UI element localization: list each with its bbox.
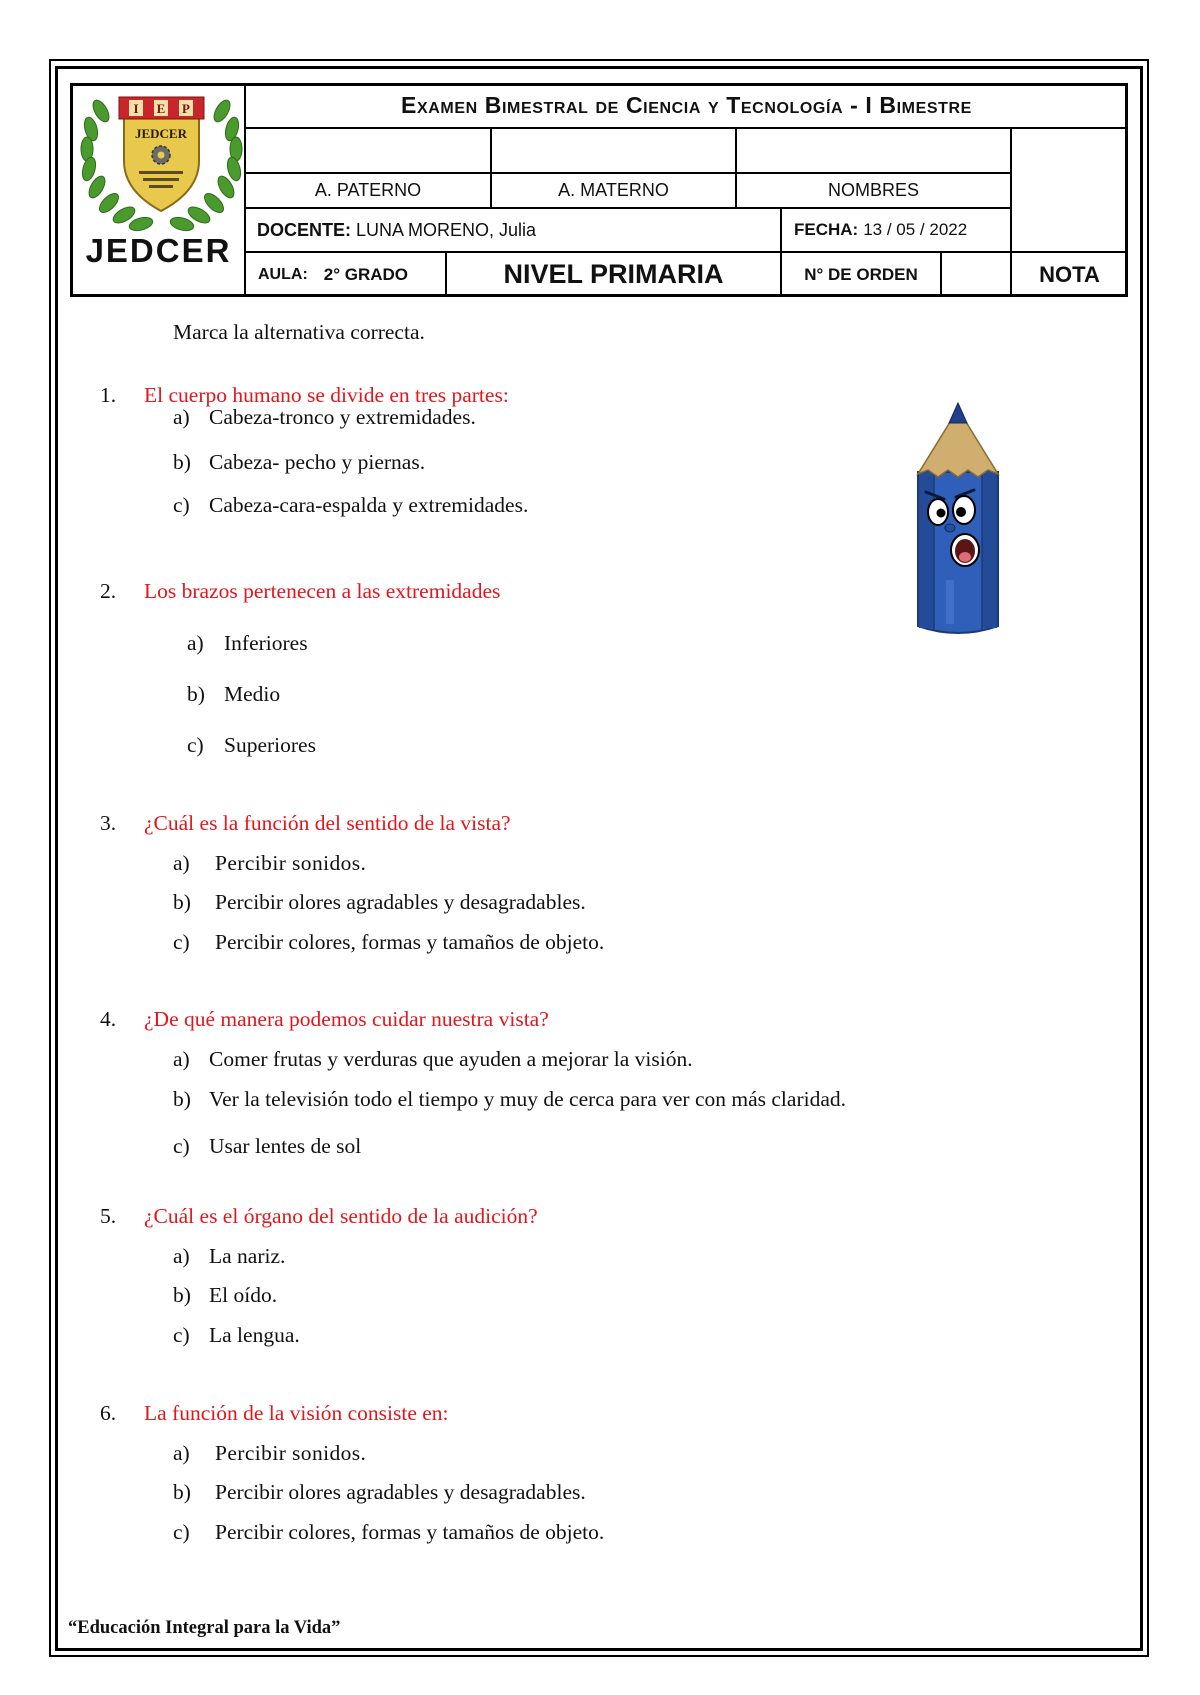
nombres-label-cell xyxy=(736,173,1011,208)
question-number: 1. xyxy=(100,383,117,407)
question-text: ¿Cuál es la función del sentido de la vista? xyxy=(144,811,511,835)
question-text: Los brazos pertenecen a las extremidades xyxy=(144,579,501,603)
fecha-value: 13 / 05 / 2022 xyxy=(863,220,968,239)
option-text: Medio xyxy=(224,682,281,706)
option-letter: c) xyxy=(173,493,190,517)
option-text: Percibir colores, formas y tamaños de objeto. xyxy=(215,1520,605,1544)
paterno-field xyxy=(245,128,491,173)
option-text: La nariz. xyxy=(209,1244,286,1268)
paterno-label-cell xyxy=(245,173,491,208)
option-letter: c) xyxy=(187,733,204,757)
exam-header-table xyxy=(70,83,1128,297)
aula-label: AULA: xyxy=(258,265,308,283)
option-text: Cabeza- pecho y piernas. xyxy=(209,450,426,474)
option-letter: b) xyxy=(173,1480,191,1504)
option-letter: a) xyxy=(173,1244,190,1268)
exam-title-cell xyxy=(245,83,1128,128)
option-letter: c) xyxy=(173,1134,190,1158)
option-letter: c) xyxy=(173,1323,190,1347)
option-text: Superiores xyxy=(224,733,316,757)
aula-value: 2° GRADO xyxy=(323,264,409,284)
option-text: Inferiores xyxy=(224,631,308,655)
materno-label: A. MATERNO xyxy=(558,180,669,200)
option-letter: a) xyxy=(173,851,190,875)
docente-value: LUNA MORENO, Julia xyxy=(356,219,537,240)
svg-text:I: I xyxy=(133,101,139,116)
nivel-cell xyxy=(446,252,781,297)
svg-text:JEDCER: JEDCER xyxy=(134,126,188,141)
option-text: Percibir sonidos. xyxy=(215,851,367,875)
option-text: La lengua. xyxy=(209,1323,300,1347)
option-letter: c) xyxy=(173,1520,190,1544)
logo-cell xyxy=(70,83,245,297)
school-name-logo-text: JEDCER xyxy=(85,232,232,269)
option-text: Usar lentes de sol xyxy=(209,1134,362,1158)
orden-label: N° DE ORDEN xyxy=(804,264,918,284)
nivel-label: NIVEL PRIMARIA xyxy=(503,259,724,289)
question-text: El cuerpo humano se divide en tres partes: xyxy=(144,383,509,407)
question-number: 4. xyxy=(100,1007,117,1031)
fecha-label: FECHA: xyxy=(794,220,859,239)
grade-box xyxy=(1011,128,1128,252)
orden-label-cell xyxy=(781,252,941,297)
exam-title: Examen Bimestral de Ciencia y Tecnología - I Bimestre xyxy=(401,92,972,118)
question-number: 6. xyxy=(100,1401,117,1425)
option-text: El oído. xyxy=(209,1283,278,1307)
question-text: ¿Cuál es el órgano del sentido de la audición? xyxy=(144,1204,538,1228)
option-text: Ver la televisión todo el tiempo y muy de cerca para ver con más claridad. xyxy=(209,1087,846,1111)
question-number: 2. xyxy=(100,579,117,603)
materno-field xyxy=(491,128,736,173)
question-number: 3. xyxy=(100,811,117,835)
school-crest-icon xyxy=(79,91,244,236)
option-letter: a) xyxy=(173,1441,190,1465)
orden-field xyxy=(941,252,1011,297)
option-text: Percibir sonidos. xyxy=(215,1441,367,1465)
aula-cell xyxy=(245,252,446,297)
fecha-cell xyxy=(781,208,1011,252)
option-letter: b) xyxy=(173,450,191,474)
question-number: 5. xyxy=(100,1204,117,1228)
docente-label: DOCENTE: xyxy=(257,219,351,240)
nota-label: NOTA xyxy=(1039,261,1100,287)
svg-text:E: E xyxy=(156,101,166,116)
pencil-mascot-icon xyxy=(912,400,1004,640)
option-text: Comer frutas y verduras que ayuden a mejorar la visión. xyxy=(209,1047,693,1071)
question-text: ¿De qué manera podemos cuidar nuestra vista? xyxy=(144,1007,549,1031)
instruction: Marca la alternativa correcta. xyxy=(173,320,425,344)
option-letter: b) xyxy=(173,890,191,914)
option-text: Percibir olores agradables y desagradables. xyxy=(215,1480,586,1504)
svg-text:P: P xyxy=(182,101,190,116)
materno-label-cell xyxy=(491,173,736,208)
paterno-label: A. PATERNO xyxy=(314,180,422,200)
option-letter: c) xyxy=(173,930,190,954)
question-text: La función de la visión consiste en: xyxy=(144,1401,449,1425)
nota-label-cell xyxy=(1011,252,1128,297)
option-letter: a) xyxy=(187,631,204,655)
option-letter: a) xyxy=(173,1047,190,1071)
option-letter: b) xyxy=(173,1087,191,1111)
nombres-field xyxy=(736,128,1011,173)
docente-cell xyxy=(245,208,781,252)
footer-motto: “Educación Integral para la Vida” xyxy=(68,1618,341,1638)
option-text: Percibir olores agradables y desagradables. xyxy=(215,890,586,914)
option-letter: b) xyxy=(173,1283,191,1307)
option-text: Cabeza-tronco y extremidades. xyxy=(209,405,476,429)
option-text: Percibir colores, formas y tamaños de objeto. xyxy=(215,930,605,954)
option-letter: a) xyxy=(173,405,190,429)
option-letter: b) xyxy=(187,682,205,706)
option-text: Cabeza-cara-espalda y extremidades. xyxy=(209,493,529,517)
nombres-label: NOMBRES xyxy=(827,180,919,200)
